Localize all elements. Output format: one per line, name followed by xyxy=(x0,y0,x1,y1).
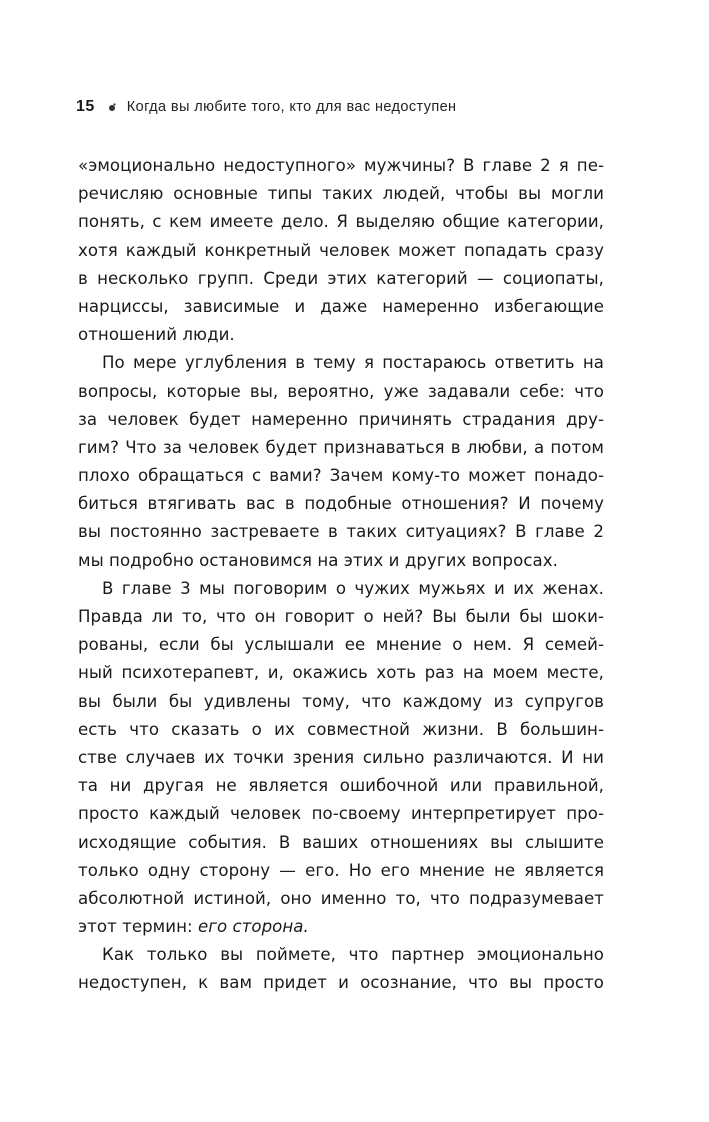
text-line: отношений люди. xyxy=(78,325,235,345)
text-line: вы постоянно застреваете в таких ситуациях? В главе 2 xyxy=(78,522,604,542)
text-line: хотя каждый конкретный человек может попадать сразу xyxy=(78,240,604,260)
text-line: только одну сторону — его. Но его мнение не является xyxy=(78,860,604,880)
text-line: плохо обращаться с вами? Зачем кому-то может понадо- xyxy=(78,466,604,486)
text-line: в несколько групп. Среди этих категорий — социопаты, xyxy=(78,268,604,288)
emphasis-text: его сторона. xyxy=(197,917,309,937)
running-title: Когда вы любите того, кто для вас недоступен xyxy=(126,99,457,115)
text-line-start: этот термин: xyxy=(78,917,198,937)
text-line: та ни другая не является ошибочной или правильной, xyxy=(78,776,604,796)
text-line: вопросы, которые вы, вероятно, уже задавали себе: что xyxy=(78,381,604,401)
leaf-bullet-icon xyxy=(107,102,117,112)
text-line: речисляю основные типы таких людей, чтобы вы могли xyxy=(78,184,604,204)
text-line: недоступен, к вам придет и осознание, что вы просто xyxy=(78,973,604,993)
text-line: ный психотерапевт, и, окажись хоть раз на моем месте, xyxy=(78,663,604,683)
text-line: абсолютной истиной, оно именно то, что подразумевает xyxy=(78,888,604,908)
text-line: По мере углубления в тему я постараюсь ответить на xyxy=(102,353,604,373)
text-line: Как только вы поймете, что партнер эмоционально xyxy=(102,945,604,965)
text-line: мы подробно остановимся на этих и других вопросах. xyxy=(78,550,558,570)
text-line: нарциссы, зависимые и даже намеренно избегающие xyxy=(78,296,604,316)
text-line: исходящие события. В ваших отношениях вы слышите xyxy=(78,832,604,852)
text-line: просто каждый человек по-своему интерпретирует про- xyxy=(78,804,604,824)
text-line: вы были бы удивлены тому, что каждому из супругов xyxy=(78,691,604,711)
page-number: 15 xyxy=(76,98,95,115)
running-header xyxy=(76,97,456,117)
text-line: есть что сказать о их совместной жизни. В большин- xyxy=(78,719,604,739)
text-line: биться втягивать вас в подобные отношения? И почему xyxy=(78,494,604,514)
text-line: «эмоционально недоступного» мужчины? В главе 2 я пе- xyxy=(78,156,604,175)
text-line: стве случаев их точки зрения сильно различаются. И ни xyxy=(78,747,604,767)
text-line: за человек будет намеренно причинять страдания дру- xyxy=(78,409,604,429)
text-line-with-emphasis xyxy=(78,913,604,941)
text-line: В главе 3 мы поговорим о чужих мужьях и их женах. xyxy=(102,578,604,598)
text-line: гим? Что за человек будет признаваться в любви, а потом xyxy=(78,437,604,457)
body-text xyxy=(78,152,604,998)
text-line: понять, с кем имеете дело. Я выделяю общие категории, xyxy=(78,212,604,232)
text-line: Правда ли то, что он говорит о ней? Вы были бы шоки- xyxy=(78,607,604,626)
text-line: рованы, если бы услышали ее мнение о нем. Я семей- xyxy=(78,635,604,655)
